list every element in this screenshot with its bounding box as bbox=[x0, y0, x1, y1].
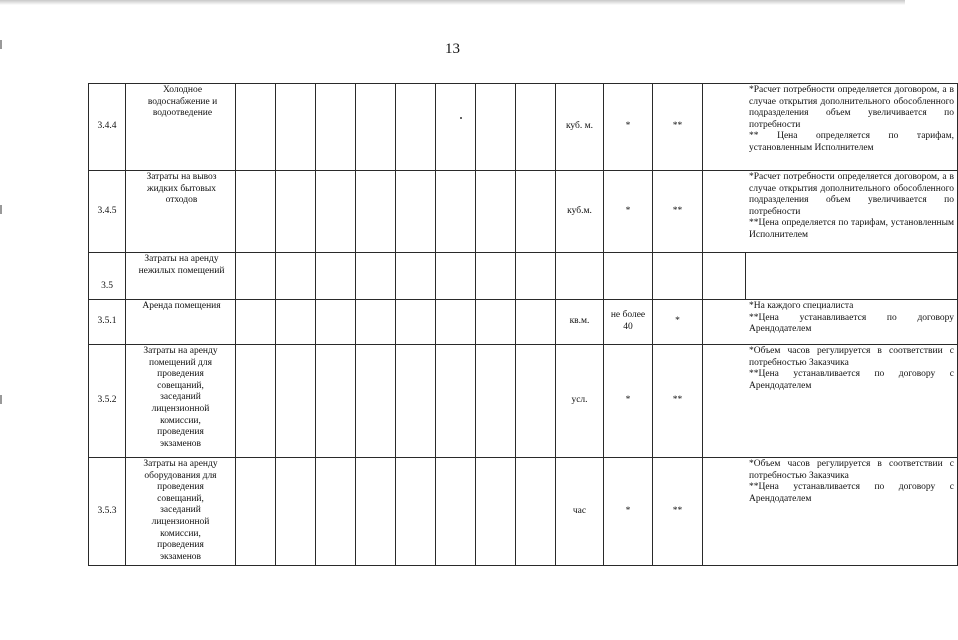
page-number: 13 bbox=[445, 41, 460, 57]
price-cell: ** bbox=[653, 345, 703, 458]
note-line: **Цена устанавливается по договору с Арендодателем bbox=[749, 482, 955, 504]
table-row bbox=[89, 84, 958, 171]
empty-cell bbox=[396, 84, 436, 171]
note-line: *Расчет потребности определяется договором, а в случае открытия дополнительного обособленного подразделения объем увеличивается по потребности bbox=[749, 172, 955, 217]
note-cell bbox=[746, 253, 958, 300]
row-name: Затраты на вывоз жидких бытовых отходов bbox=[126, 171, 236, 253]
empty-cell bbox=[516, 458, 556, 566]
empty-cell bbox=[236, 253, 276, 300]
empty-cell bbox=[236, 345, 276, 458]
empty-cell bbox=[396, 253, 436, 300]
empty-cell bbox=[436, 253, 476, 300]
note-cell bbox=[703, 300, 958, 345]
scan-margin-mark bbox=[0, 205, 2, 214]
row-number: 3.5.1 bbox=[89, 300, 126, 345]
unit-cell: кв.м. bbox=[556, 300, 604, 345]
empty-cell bbox=[276, 345, 316, 458]
quantity-cell: * bbox=[604, 84, 653, 171]
empty-cell bbox=[276, 171, 316, 253]
empty-cell bbox=[236, 458, 276, 566]
note-line: *Объем часов регулируется в соответствии с потребностью Заказчика bbox=[749, 346, 955, 368]
empty-cell bbox=[356, 171, 396, 253]
empty-cell bbox=[516, 253, 556, 300]
empty-cell bbox=[476, 171, 516, 253]
empty-cell bbox=[356, 84, 396, 171]
unit-cell: куб.м. bbox=[556, 171, 604, 253]
row-name: Затраты на аренду оборудования для проведения совещаний, заседаний лицензионной комиссии, проведения экзаменов bbox=[126, 458, 236, 566]
note-cell bbox=[703, 458, 958, 566]
quantity-cell: * bbox=[604, 345, 653, 458]
empty-cell bbox=[236, 171, 276, 253]
unit-cell: усл. bbox=[556, 345, 604, 458]
table-row bbox=[89, 253, 958, 300]
empty-cell bbox=[476, 300, 516, 345]
empty-cell bbox=[516, 345, 556, 458]
price-cell: ** bbox=[653, 171, 703, 253]
table-row bbox=[89, 458, 958, 566]
quantity-cell bbox=[604, 253, 653, 300]
empty-cell bbox=[516, 171, 556, 253]
empty-cell bbox=[316, 300, 356, 345]
price-cell: * bbox=[653, 300, 703, 345]
empty-cell bbox=[316, 84, 356, 171]
row-name: Холодное водоснабжение и водоотведение bbox=[126, 84, 236, 171]
empty-cell bbox=[316, 253, 356, 300]
empty-cell bbox=[236, 300, 276, 345]
cost-table bbox=[88, 83, 958, 566]
empty-cell bbox=[356, 253, 396, 300]
quantity-cell: * bbox=[604, 171, 653, 253]
empty-cell bbox=[236, 84, 276, 171]
note-cell bbox=[703, 84, 958, 171]
empty-cell bbox=[396, 171, 436, 253]
quantity-cell: * bbox=[604, 458, 653, 566]
table-row bbox=[89, 300, 958, 345]
empty-cell bbox=[396, 345, 436, 458]
empty-cell bbox=[476, 458, 516, 566]
row-number: 3.5 bbox=[89, 253, 126, 300]
table-row bbox=[89, 171, 958, 253]
empty-cell bbox=[356, 300, 396, 345]
unit-cell bbox=[556, 253, 604, 300]
empty-cell bbox=[356, 458, 396, 566]
scan-margin-mark bbox=[0, 395, 2, 404]
note-cell bbox=[703, 171, 958, 253]
empty-cell bbox=[516, 84, 556, 171]
table-row bbox=[89, 345, 958, 458]
empty-cell bbox=[436, 84, 476, 171]
empty-cell bbox=[436, 300, 476, 345]
note-line: **Цена устанавливается по договору с Арендодателем bbox=[749, 369, 955, 391]
unit-cell: час bbox=[556, 458, 604, 566]
row-number: 3.5.2 bbox=[89, 345, 126, 458]
empty-cell bbox=[436, 345, 476, 458]
unit-cell: куб. м. bbox=[556, 84, 604, 171]
row-name: Затраты на аренду помещений для проведения совещаний, заседаний лицензионной комиссии, проведения экзаменов bbox=[126, 345, 236, 458]
quantity-cell: не более 40 bbox=[604, 300, 653, 345]
empty-cell bbox=[436, 171, 476, 253]
price-cell: ** bbox=[653, 84, 703, 171]
empty-cell bbox=[396, 300, 436, 345]
note-line: **Цена определяется по тарифам, установленным Исполнителем bbox=[749, 218, 955, 240]
row-number: 3.4.4 bbox=[89, 84, 126, 171]
note-line: ** Цена определяется по тарифам, установленным Исполнителем bbox=[749, 131, 955, 153]
empty-cell bbox=[356, 345, 396, 458]
row-name: Затраты на аренду нежилых помещений bbox=[126, 253, 236, 300]
empty-cell bbox=[276, 84, 316, 171]
empty-cell bbox=[703, 253, 746, 300]
note-cell bbox=[703, 345, 958, 458]
empty-cell bbox=[316, 171, 356, 253]
empty-cell bbox=[476, 253, 516, 300]
scan-top-edge bbox=[0, 0, 905, 5]
empty-cell bbox=[436, 458, 476, 566]
empty-cell bbox=[476, 345, 516, 458]
price-cell: ** bbox=[653, 458, 703, 566]
note-line: *На каждого специалиста bbox=[749, 301, 854, 311]
empty-cell bbox=[516, 300, 556, 345]
row-name: Аренда помещения bbox=[126, 300, 236, 345]
empty-cell bbox=[396, 458, 436, 566]
note-line: *Расчет потребности определяется договором, а в случае открытия дополнительного обособленного подразделения объем увеличивается по потребности bbox=[749, 85, 955, 130]
empty-cell bbox=[276, 300, 316, 345]
note-line: *Объем часов регулируется в соответствии с потребностью Заказчика bbox=[749, 459, 955, 481]
empty-cell bbox=[316, 345, 356, 458]
note-line: **Цена устанавливается по договору Арендодателем bbox=[749, 312, 955, 335]
row-number: 3.5.3 bbox=[89, 458, 126, 566]
empty-cell bbox=[316, 458, 356, 566]
row-number: 3.4.5 bbox=[89, 171, 126, 253]
empty-cell bbox=[476, 84, 516, 171]
empty-cell bbox=[276, 253, 316, 300]
empty-cell bbox=[276, 458, 316, 566]
price-cell bbox=[653, 253, 703, 300]
